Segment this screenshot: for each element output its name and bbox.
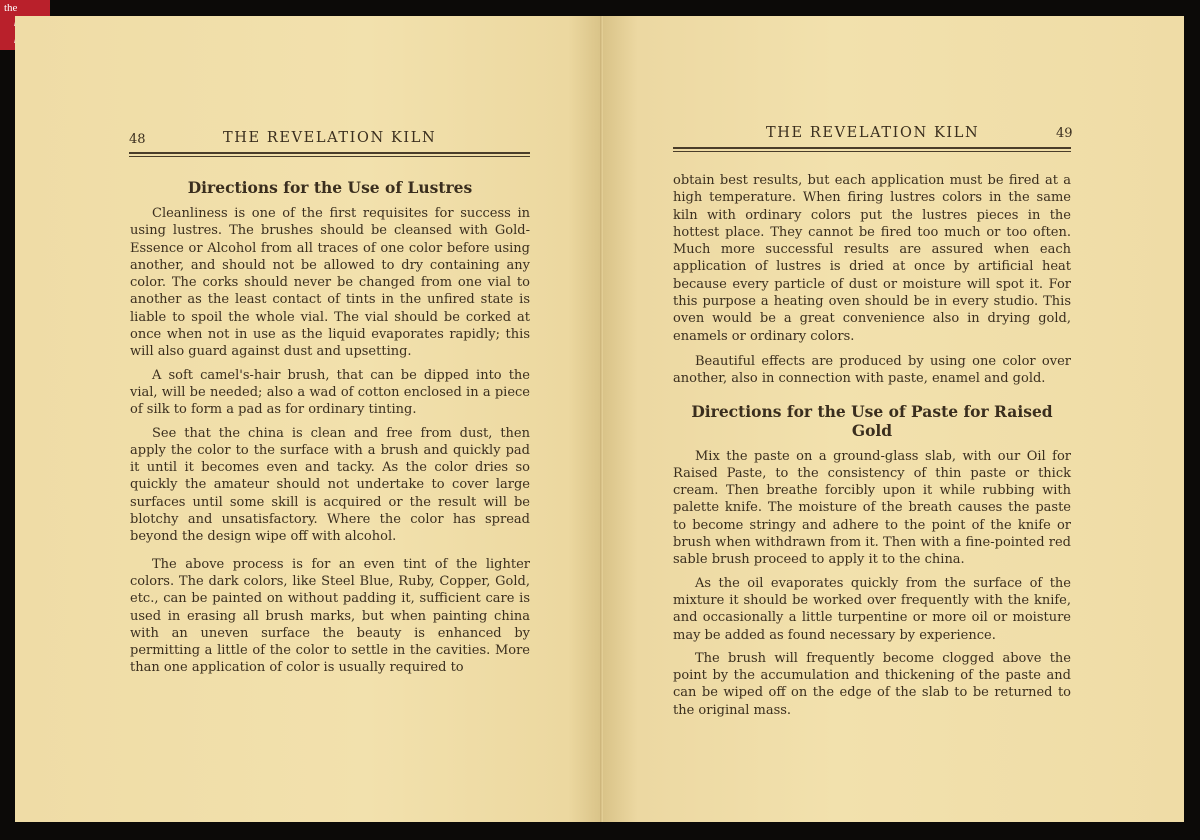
- continued-paragraph: obtain best results, but each application must be fired at a high temperature. When firing lustres colors in the same kiln with ordinary colors put the lustres pieces in the hottest place. They cannot be fired too much or too often. Much more successful results are assured when each application of lustres is dried at once by artificial heat because every particle of dust or moisture will spot it. For this purpose a heating oven should be in every studio. This oven would be a great convenience also in drying gold, enamels or ordinary colors.: [673, 173, 1071, 344]
- right-text-column: [673, 172, 1071, 725]
- lustres-heading: Directions for the Use of Lustres: [187, 178, 473, 197]
- paragraph: The brush will frequently become clogged above the point by the accumulation and thickening of the paste and can be wiped off on the edge of the slab to be returned to the original mass.: [673, 650, 1071, 718]
- left-page: [15, 16, 603, 822]
- raised-gold-heading: Directions for the Use of Paste for Raised Gold: [691, 401, 1053, 440]
- left-page-number: 48: [129, 132, 146, 147]
- left-header-rule: [129, 152, 530, 157]
- paragraph: The above process is for an even tint of the lighter colors. The dark colors, like Steel Blue, Ruby, Copper, Gold, etc., can be painted on without padding it, sufficient care is used in erasing all brush marks, but when painting china with an uneven surface the beauty is enhanced by permitting a little of the color to settle in the cavities. More than one application of color is usually required to: [130, 556, 530, 676]
- right-header-rule: [673, 147, 1071, 152]
- paragraph: Cleanliness is one of the first requisites for success in using lustres. The brushes should be cleansed with Gold-Essence or Alcohol from all traces of one color before using another, and should not be allowed to dry containing any color. The corks should never be changed from one vial to another as the least contact of tints in the unfired state is liable to spoil the whole vial. The vial should be corked at once when not in use as the liquid evaporates rapidly; this will also guard against dust and upsetting.: [130, 206, 530, 360]
- paragraph: A soft camel's-hair brush, that can be dipped into the vial, will be needed; also a wad of cotton enclosed in a piece of silk to form a pad as for ordinary tinting.: [130, 367, 530, 418]
- paragraph: See that the china is clean and free from dust, then apply the color to the surface with a brush and quickly pad it until it becomes even and tacky. As the color dries so quickly the amateur should not undertake to cover large surfaces until some skill is acquired or the result will be blotchy and unsatisfactory. Where the color has spread beyond the design wipe off with alcohol.: [130, 425, 530, 545]
- paragraph: As the oil evaporates quickly from the surface of the mixture it should be worked over frequently with the knife, and occasionally a little turpentine or more oil or moisture may be added as found necessary by experience.: [673, 575, 1071, 643]
- paragraph: Beautiful effects are produced by using one color over another, also in connection with paste, enamel and gold.: [673, 353, 1071, 387]
- paragraph: Mix the paste on a ground-glass slab, with our Oil for Raised Paste, to the consistency of thin paste or thick cream. Then breathe forcibly upon it while rubbing with palette knife. The moisture of the breath causes the paste to become stringy and adhere to the point of the knife or brush when withdrawn from it. Then with a fine-pointed red sable brush proceed to apply it to the china.: [673, 448, 1071, 568]
- right-running-title: THE REVELATION KILN: [766, 125, 980, 141]
- right-page: [603, 16, 1184, 822]
- left-running-title: THE REVELATION KILN: [223, 130, 437, 146]
- left-text-column: [130, 178, 530, 683]
- right-page-number: 49: [1056, 126, 1073, 141]
- logo-text-the: the: [4, 2, 18, 14]
